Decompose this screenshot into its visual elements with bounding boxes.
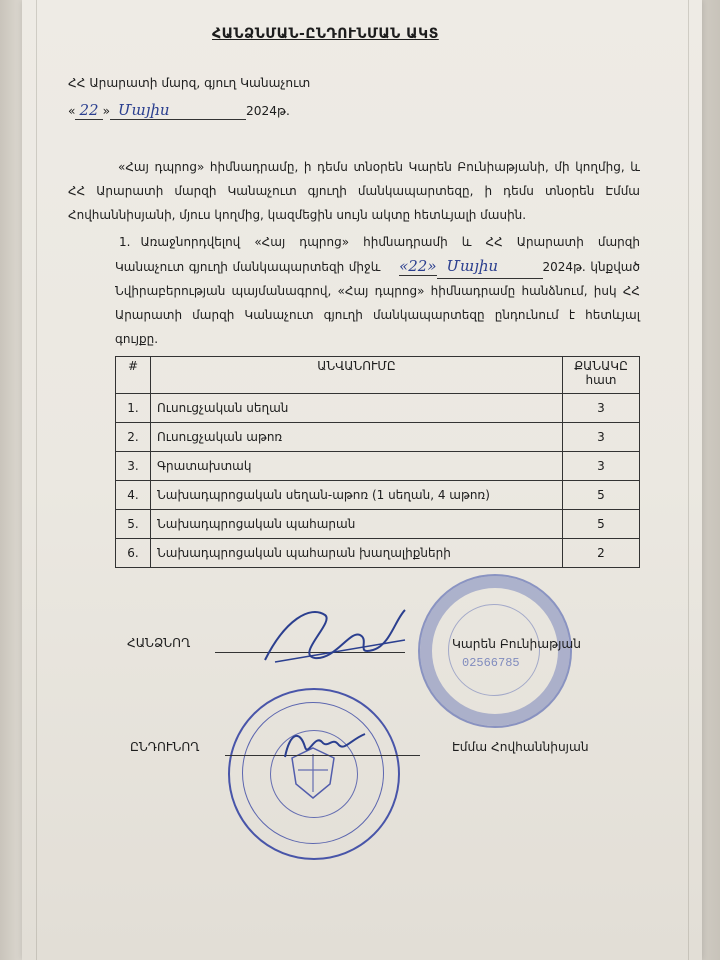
school-stamp-number: 02566785 [462, 656, 520, 670]
clause-1 [115, 230, 640, 351]
intro-paragraph: «Հայ դպրոց» հիմնադրամը, ի դեմս տնօրեն Կարեն Բունիաթյանի, մի կողմից, և ՀՀ Արարատի մարզի Կանաչուտ գյուղի մանկապարտեզը, ի դեմս տնօրեն Էմմա Հովհաննիսյանի, մյուս կողմից, կազմեցին սույն ակտը հետևյալի մասին. [68, 160, 640, 222]
header-name: ԱՆՎԱՆՈՒՄԸ [151, 357, 563, 394]
table-header-row [116, 357, 640, 394]
date-year: 2024թ. [246, 104, 290, 118]
table-row [116, 452, 640, 481]
document-title: ՀԱՆՁՆՄԱՆ-ԸՆԴՈՒՆՄԱՆ ԱԿՏ [212, 26, 439, 42]
header-qty-unit: հատ [585, 373, 617, 387]
clause-number: 1. [119, 235, 131, 249]
row-name: Նախադպրոցական պահարան խաղալիքների [151, 539, 563, 568]
giver-signature [255, 600, 415, 670]
table-row [116, 481, 640, 510]
header-qty-label: ՔԱՆԱԿԸ [574, 359, 628, 373]
school-stamp [418, 574, 572, 728]
row-qty: 5 [563, 510, 640, 539]
row-num: 6. [116, 539, 151, 568]
row-qty: 2 [563, 539, 640, 568]
row-name: Ուսուցչական սեղան [151, 394, 563, 423]
row-num: 4. [116, 481, 151, 510]
clause-date-month: Մայիս [437, 254, 543, 279]
receiver-label: ԸՆԴՈՒՆՈՂ [130, 740, 200, 754]
table-row [116, 423, 640, 452]
row-qty: 3 [563, 452, 640, 481]
receiver-signature [280, 722, 370, 767]
row-name: Գրատախտակ [151, 452, 563, 481]
date-line [68, 100, 290, 122]
giver-name: Կարեն Բունիաթյան [452, 637, 582, 651]
date-quote-open: « [68, 104, 76, 118]
giver-label: ՀԱՆՁՆՈՂ [127, 636, 191, 650]
sheet-protector-edge [36, 0, 37, 960]
clause-text-part1: Առաջնորդվելով «Հայ դպրոց» հիմնադրամի և ՀՀ Արարատի մարզի Կանաչուտ գյուղի մանկապարտեզի միջև [115, 235, 640, 274]
row-name: Նախադպրոցական պահարան [151, 510, 563, 539]
table-row [116, 510, 640, 539]
location-line: ՀՀ Արարատի մարզ, գյուղ Կանաչուտ [68, 76, 311, 90]
row-qty: 3 [563, 394, 640, 423]
sheet-protector-edge [688, 0, 689, 960]
row-num: 3. [116, 452, 151, 481]
row-name: Նախադպրոցական սեղան-աթոռ (1 սեղան, 4 աթոռ) [151, 481, 563, 510]
row-num: 1. [116, 394, 151, 423]
kindergarten-stamp [228, 688, 400, 860]
date-day: 22 [75, 101, 102, 120]
header-num: # [116, 357, 151, 394]
row-qty: 5 [563, 481, 640, 510]
row-qty: 3 [563, 423, 640, 452]
table-row [116, 539, 640, 568]
row-num: 5. [116, 510, 151, 539]
items-table [115, 356, 640, 568]
clause-date-day: «22» [399, 257, 437, 275]
date-month: Մայիս [110, 101, 246, 120]
table-row [116, 394, 640, 423]
clause-date-year: 2024թ. [542, 260, 586, 274]
date-quote-close: » [102, 104, 111, 118]
clause-text-part2: կնքված Նվիրաբերության պայմանագրով, «Հայ դպրոց» հիմնադրամը հանձնում, իսկ ՀՀ Արարատի մարզի Կանաչուտ գյուղի մանկապարտեզը ընդունում է հետևյալ գույքը. [115, 260, 640, 346]
row-num: 2. [116, 423, 151, 452]
header-qty [563, 357, 640, 394]
row-name: Ուսուցչական աթոռ [151, 423, 563, 452]
receiver-name: Էմմա Հովհաննիսյան [452, 740, 589, 754]
